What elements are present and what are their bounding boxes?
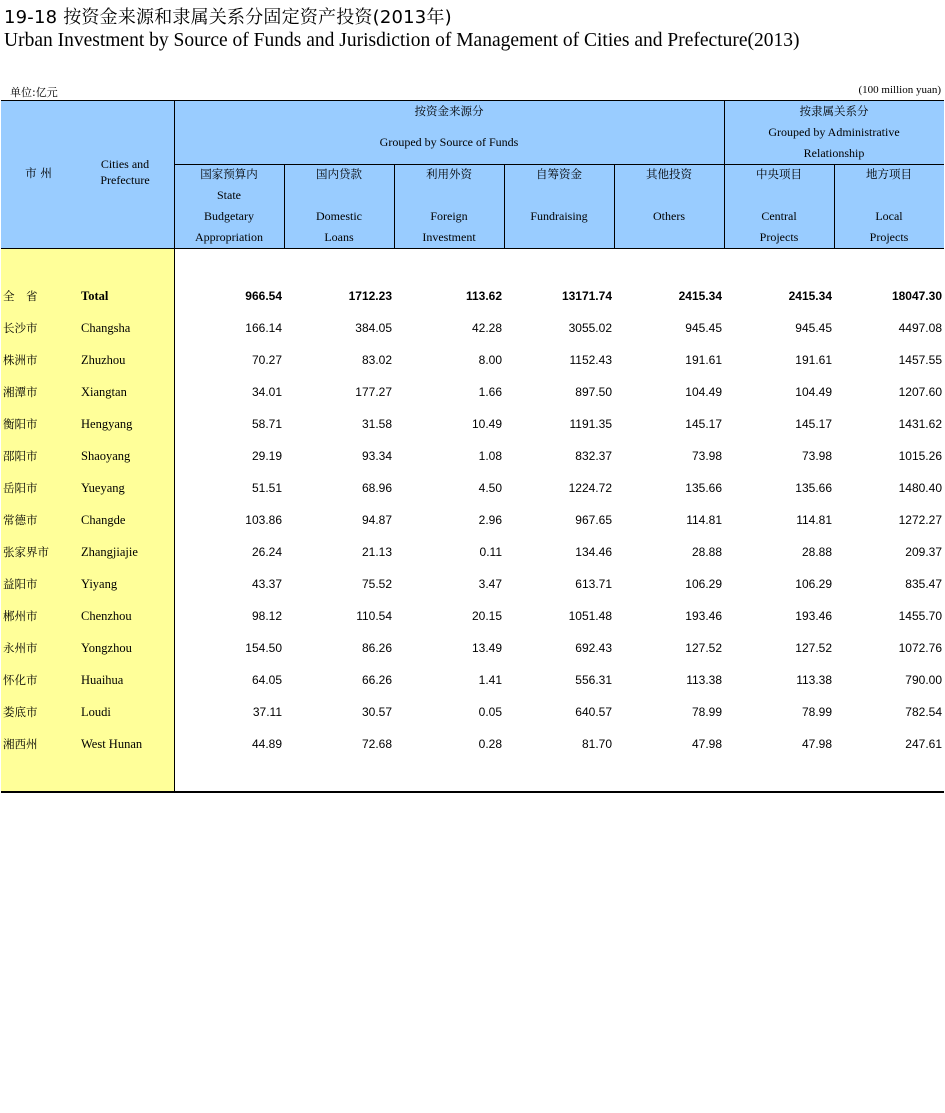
value-cell: 47.98 xyxy=(801,737,832,751)
value-cell: 1457.55 xyxy=(898,353,942,367)
value-cell: 2415.34 xyxy=(788,289,832,303)
col-header-cn: 国家预算内 xyxy=(200,167,258,181)
unit-label-en: (100 million yuan) xyxy=(858,84,941,96)
value-cell: 83.02 xyxy=(361,353,392,367)
value-cell: 135.66 xyxy=(685,481,722,495)
value-cell: 8.00 xyxy=(478,353,502,367)
table-row xyxy=(1,440,944,472)
value-cell: 1.66 xyxy=(478,385,502,399)
value-cell: 31.58 xyxy=(361,417,392,431)
value-cell: 1455.70 xyxy=(898,609,942,623)
city-name-en: Total xyxy=(81,289,109,303)
value-cell: 782.54 xyxy=(905,705,942,719)
col-header-en-line1 xyxy=(614,185,724,206)
col-header-en-line2: Central xyxy=(761,209,797,223)
value-cell: 145.17 xyxy=(795,417,832,431)
col-header-en-line1 xyxy=(504,185,614,206)
table-row xyxy=(1,728,944,760)
value-cell: 127.52 xyxy=(795,641,832,655)
value-cell: 191.61 xyxy=(795,353,832,367)
value-cell: 44.89 xyxy=(251,737,282,751)
value-cell: 30.57 xyxy=(361,705,392,719)
value-cell: 104.49 xyxy=(685,385,722,399)
col-header-cn: 地方项目 xyxy=(866,167,912,181)
value-cell: 613.71 xyxy=(575,577,612,591)
table-row xyxy=(1,376,944,408)
header-city-en-line2: Prefecture xyxy=(100,173,150,187)
value-cell: 2415.34 xyxy=(678,289,722,303)
value-cell: 1072.76 xyxy=(898,641,942,655)
value-cell: 0.28 xyxy=(478,737,502,751)
value-cell: 34.01 xyxy=(251,385,282,399)
value-cell: 3.47 xyxy=(478,577,502,591)
value-cell: 110.54 xyxy=(356,609,392,623)
header-city-cn xyxy=(1,163,76,184)
city-name-cn: 长沙市 xyxy=(3,321,38,335)
value-cell: 193.46 xyxy=(685,609,722,623)
value-cell: 897.50 xyxy=(575,385,612,399)
value-cell: 177.27 xyxy=(355,385,392,399)
value-cell: 4.50 xyxy=(478,481,502,495)
col-header-en-line3: Projects xyxy=(759,230,799,244)
value-cell: 78.99 xyxy=(691,705,722,719)
value-cell: 166.14 xyxy=(245,321,282,335)
value-cell: 93.34 xyxy=(361,449,392,463)
col-header-en-line1 xyxy=(834,185,944,206)
city-name-en: Changsha xyxy=(81,321,131,335)
city-name-en: West Hunan xyxy=(81,737,143,751)
city-name-en: Loudi xyxy=(81,705,111,719)
value-cell: 191.61 xyxy=(685,353,722,367)
table-row xyxy=(1,568,944,600)
value-cell: 106.29 xyxy=(685,577,722,591)
value-cell: 113.62 xyxy=(465,289,502,303)
value-cell: 832.37 xyxy=(575,449,612,463)
city-name-cn: 益阳市 xyxy=(3,577,38,591)
city-name-en: Huaihua xyxy=(81,673,124,687)
city-name-en: Xiangtan xyxy=(81,385,127,399)
value-cell: 1051.48 xyxy=(568,609,612,623)
value-cell: 66.26 xyxy=(361,673,392,687)
city-name-en: Yongzhou xyxy=(81,641,132,655)
page-title-en: Urban Investment by Source of Funds and Jurisdiction of Management of Cities and Prefecture(2013) xyxy=(4,30,800,51)
col-header-cn: 国内贷款 xyxy=(316,167,362,181)
col-header-en-line1 xyxy=(394,185,504,206)
group-admin-cn: 按隶属关系分 xyxy=(799,104,869,118)
city-name-cn: 张家界市 xyxy=(3,545,49,559)
table-row xyxy=(1,504,944,536)
col-header-en-line3: Loans xyxy=(324,230,354,244)
value-cell: 193.46 xyxy=(795,609,832,623)
table-row xyxy=(1,472,944,504)
value-cell: 18047.30 xyxy=(891,289,942,303)
value-cell: 384.05 xyxy=(355,321,392,335)
table-row xyxy=(1,408,944,440)
value-cell: 135.66 xyxy=(795,481,832,495)
group-admin-en-line1: Grouped by Administrative xyxy=(768,125,900,139)
value-cell: 0.05 xyxy=(478,705,502,719)
col-header-state-budget xyxy=(174,164,284,248)
value-cell: 29.19 xyxy=(251,449,282,463)
value-cell: 78.99 xyxy=(801,705,832,719)
value-cell: 113.38 xyxy=(686,673,722,687)
group-admin-en-line2: Relationship xyxy=(803,146,865,160)
col-header-fundraising xyxy=(504,164,614,227)
value-cell: 1.08 xyxy=(478,449,502,463)
value-cell: 1015.26 xyxy=(898,449,942,463)
value-cell: 1224.72 xyxy=(568,481,612,495)
value-cell: 72.68 xyxy=(361,737,392,751)
value-cell: 1712.23 xyxy=(348,289,392,303)
value-cell: 113.38 xyxy=(796,673,832,687)
value-cell: 28.88 xyxy=(691,545,722,559)
value-cell: 86.26 xyxy=(361,641,392,655)
value-cell: 154.50 xyxy=(245,641,282,655)
header-city-en-line1: Cities and xyxy=(100,157,150,171)
value-cell: 37.11 xyxy=(252,705,282,719)
table-row xyxy=(1,536,944,568)
value-cell: 556.31 xyxy=(575,673,612,687)
col-header-cn: 其他投资 xyxy=(646,167,692,181)
col-header-others xyxy=(614,164,724,227)
value-cell: 1191.35 xyxy=(569,417,612,431)
col-header-local-projects xyxy=(834,164,944,248)
table-row xyxy=(1,664,944,696)
col-header-en-line3: Projects xyxy=(869,230,909,244)
value-cell: 13.49 xyxy=(471,641,502,655)
value-cell: 68.96 xyxy=(361,481,392,495)
table-row xyxy=(1,312,944,344)
city-name-cn: 衡阳市 xyxy=(3,417,38,431)
city-name-en: Chenzhou xyxy=(81,609,132,623)
value-cell: 106.29 xyxy=(795,577,832,591)
value-cell: 26.24 xyxy=(251,545,282,559)
value-cell: 966.54 xyxy=(245,289,282,303)
value-cell: 1.41 xyxy=(478,673,502,687)
value-cell: 134.46 xyxy=(575,545,612,559)
value-cell: 2.96 xyxy=(478,513,502,527)
value-cell: 28.88 xyxy=(801,545,832,559)
group-funds-en: Grouped by Source of Funds xyxy=(379,135,519,149)
col-header-en-line2: Budgetary xyxy=(204,209,254,223)
city-name-cn: 株洲市 xyxy=(3,353,38,367)
col-header-en-line1 xyxy=(284,185,394,206)
value-cell: 13171.74 xyxy=(561,289,612,303)
city-name-en: Hengyang xyxy=(81,417,133,431)
page-title-cn: 19-18 按资金来源和隶属关系分固定资产投资(2013年) xyxy=(4,7,452,28)
col-header-en-line1: State xyxy=(217,188,241,202)
city-name-en: Zhuzhou xyxy=(81,353,126,367)
value-cell: 640.57 xyxy=(575,705,612,719)
city-name-cn: 湘潭市 xyxy=(3,385,38,399)
value-cell: 21.13 xyxy=(361,545,392,559)
value-cell: 94.87 xyxy=(361,513,392,527)
col-header-domestic-loans xyxy=(284,164,394,248)
value-cell: 64.05 xyxy=(251,673,282,687)
value-cell: 104.49 xyxy=(795,385,832,399)
group-funds-header xyxy=(174,101,724,153)
value-cell: 1152.43 xyxy=(569,353,612,367)
city-name-cn: 怀化市 xyxy=(3,673,38,687)
value-cell: 51.51 xyxy=(251,481,282,495)
table-row xyxy=(1,600,944,632)
table-row xyxy=(1,344,944,376)
value-cell: 98.12 xyxy=(251,609,282,623)
investment-table xyxy=(1,100,944,792)
table-row xyxy=(1,696,944,728)
col-header-cn: 利用外资 xyxy=(426,167,472,181)
group-funds-cn: 按资金来源分 xyxy=(414,104,484,118)
value-cell: 945.45 xyxy=(685,321,722,335)
col-header-central-projects xyxy=(724,164,834,248)
col-header-en-line1 xyxy=(724,185,834,206)
value-cell: 945.45 xyxy=(795,321,832,335)
value-cell: 73.98 xyxy=(801,449,832,463)
header-city-cn-text: 市 州 xyxy=(25,166,52,180)
value-cell: 70.27 xyxy=(251,353,282,367)
col-header-cn: 自筹资金 xyxy=(536,167,582,181)
city-name-cn: 岳阳市 xyxy=(3,481,38,495)
value-cell: 10.49 xyxy=(471,417,502,431)
city-name-cn: 娄底市 xyxy=(3,705,38,719)
col-header-en-line2: Others xyxy=(653,209,685,223)
city-name-en: Yiyang xyxy=(81,577,118,591)
city-name-cn: 常德市 xyxy=(3,513,38,527)
value-cell: 967.65 xyxy=(575,513,612,527)
col-header-en-line2: Domestic xyxy=(316,209,362,223)
value-cell: 42.28 xyxy=(471,321,502,335)
value-cell: 1480.40 xyxy=(898,481,942,495)
value-cell: 20.15 xyxy=(471,609,502,623)
value-cell: 790.00 xyxy=(905,673,942,687)
value-cell: 73.98 xyxy=(691,449,722,463)
city-name-cn: 邵阳市 xyxy=(3,449,38,463)
group-admin-header xyxy=(724,101,944,164)
value-cell: 835.47 xyxy=(905,577,942,591)
value-cell: 4497.08 xyxy=(898,321,942,335)
header-city-en xyxy=(76,156,174,188)
value-cell: 0.11 xyxy=(479,545,502,559)
value-cell: 3055.02 xyxy=(568,321,612,335)
value-cell: 75.52 xyxy=(361,577,392,591)
value-cell: 47.98 xyxy=(691,737,722,751)
city-name-en: Changde xyxy=(81,513,126,527)
col-header-cn: 中央项目 xyxy=(756,167,802,181)
city-name-cn: 永州市 xyxy=(3,641,38,655)
value-cell: 145.17 xyxy=(685,417,722,431)
value-cell: 114.81 xyxy=(686,513,722,527)
value-cell: 127.52 xyxy=(685,641,722,655)
city-name-cn: 全 省 xyxy=(3,289,38,303)
table-bottom-rule xyxy=(1,791,944,793)
value-cell: 692.43 xyxy=(575,641,612,655)
col-header-en-line2: Local xyxy=(875,209,903,223)
value-cell: 43.37 xyxy=(251,577,282,591)
col-header-en-line3: Investment xyxy=(422,230,476,244)
city-name-cn: 郴州市 xyxy=(3,609,38,623)
col-header-en-line2: Foreign xyxy=(430,209,468,223)
header-bottom-rule xyxy=(1,248,944,249)
col-header-en-line2: Fundraising xyxy=(530,209,588,223)
value-cell: 81.70 xyxy=(581,737,612,751)
table-row xyxy=(1,280,944,312)
value-cell: 58.71 xyxy=(251,417,282,431)
unit-label-cn: 单位:亿元 xyxy=(10,86,58,99)
city-name-en: Yueyang xyxy=(81,481,125,495)
city-name-cn: 湘西州 xyxy=(3,737,38,751)
table-row xyxy=(1,632,944,664)
value-cell: 1431.62 xyxy=(898,417,942,431)
value-cell: 103.86 xyxy=(245,513,282,527)
col-header-en-line3: Appropriation xyxy=(195,230,263,244)
value-cell: 114.81 xyxy=(796,513,832,527)
value-cell: 1207.60 xyxy=(898,385,942,399)
city-name-en: Shaoyang xyxy=(81,449,131,463)
col-header-foreign-investment xyxy=(394,164,504,248)
value-cell: 247.61 xyxy=(905,737,942,751)
value-cell: 1272.27 xyxy=(898,513,942,527)
city-name-en: Zhangjiajie xyxy=(81,545,138,559)
value-cell: 209.37 xyxy=(905,545,942,559)
